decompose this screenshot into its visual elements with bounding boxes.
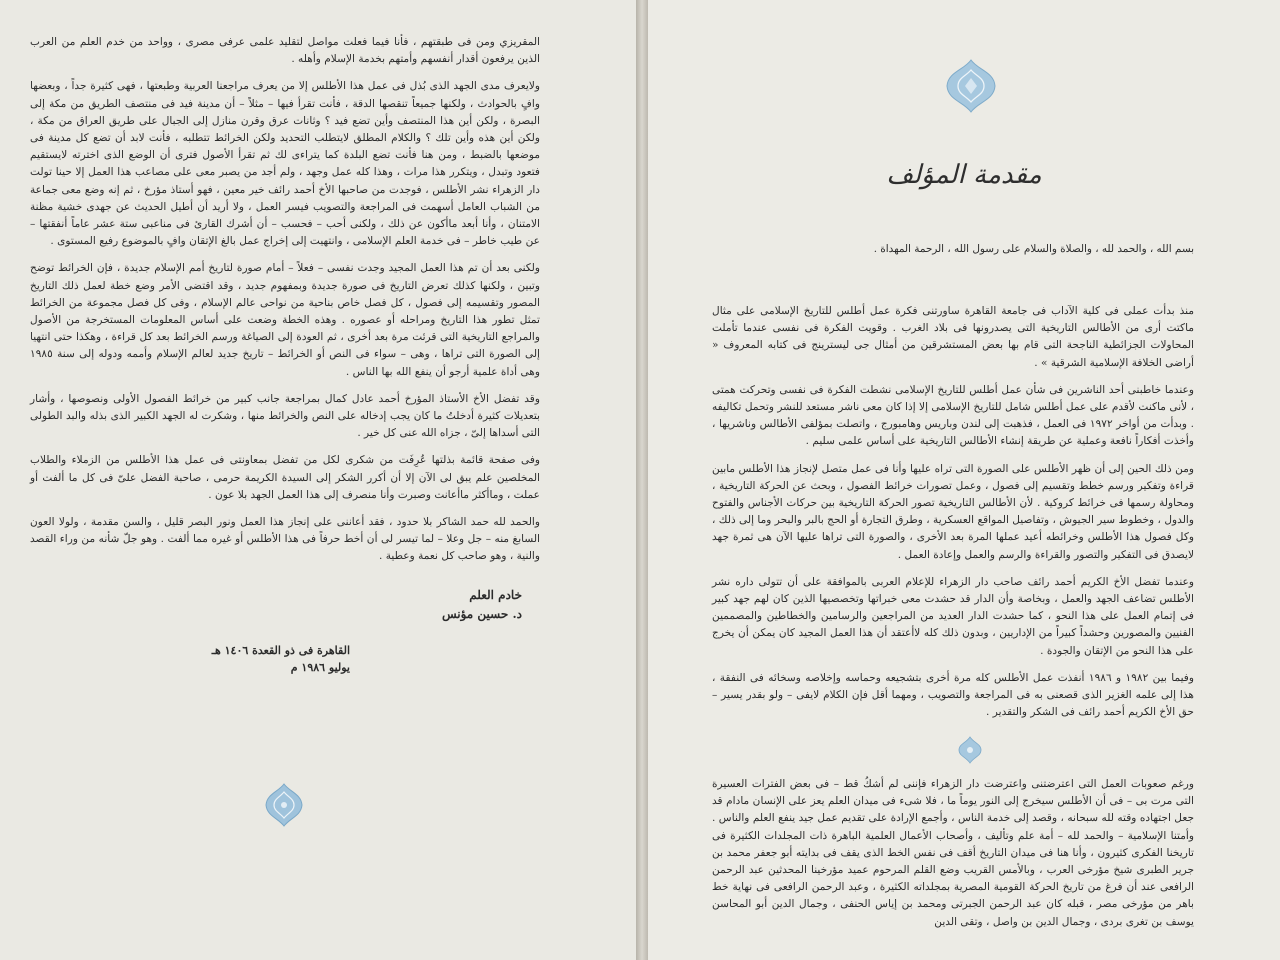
paragraph: ورغم صعوبات العمل التى اعترضتنى واعترضت دار الزهراء فإننى لم أشكُ قط – فى بعض الفترات العسيرة التى مرت بى – فى أن الأطلس سيخرج إلى النور يوماً ما ، فلا شىء فى ميدان العلم يعز على الإنسان مادام قد جعل اجتهاده وقته لله سبحانه ، وقصد إلى خدمة الناس ، وأجمع الإرادة على تقديم عمل جيد ينفع العلم والناس . وأمتنا الإسلامية – والحمد لله – أمة علم وتأليف ، وأصحاب الأعمال العلمية الباهرة ذات المجلدات الكثيرة فى تاريخنا الفكرى كثيرون ، وأنا هنا فى ميدان التاريخ أقف فى نفس الخط الذى يقف فى بدايته أبو جعفر محمد بن جرير الطبرى شيخ مؤرخى العرب ، وبالأمس القريب وضع القلم المرحوم عميد مؤرخينا المحدثين عبد الرحمن الرافعى عند أن فرغ من تاريخ الحركة القومية المصرية بمجلداته الكثيرة ، وعبد الرحمن الرافعى فى نهاية خط باهر من مؤرخى مصر ، قبله كان عبد الرحمن الجبرتى ومحمد بن إياس الحنفى ، وجمال الدين أبو المحاسن يوسف بن تغرى بردى ، وجمال الدين بن واصل ، وتقى الدين bbox=[712, 778, 1194, 928]
paragraph: منذ بدأت عملى فى كلية الآداب فى جامعة القاهرة ساورتنى فكرة عمل أطلس للتاريخ الإسلامى على مثال ماكتت أرى من الأطالس التاريخية التى يصدرونها فى بلاد الغرب . وقويت الفكرة فى نفسى عندما تأملت المحاولات الجزائطية الناجحة التى قام بها بعض المستشرقين من أمثال جى ليسترينج فى كتابه المعروف « أراضى الخلافة الإسلامية الشرقية » . bbox=[712, 305, 1194, 369]
paragraph: وقد تفضل الأخ الأستاذ المؤرخ أحمد عادل كمال بمراجعة جانب كبير من خرائط الفصول الأولى ونصوصها ، وأشار بتعديلات كثيرة أدخلتُ ما كان يجب إدخاله على النص والخرائط منها ، وشكرت له الجهد الكبير الذى بذله والبد الطولى التى أسداها إلىّ ، جزاه الله عنى كل خير . bbox=[30, 392, 540, 440]
paragraph: وفى صفحة قائمة بذلتها عُرِفَت من شكرى لكل من تفضل بمعاونتى فى عمل هذا الأطلس من الزملاء والطلاب المخلصين علم يبق لى الآن إلا أن أكرر الشكر إلى السيدة الكريمة حرمى ، صاحبة الفضل علىّ فى كل ما ألفت أو عملت ، وماأكثر ماأعانت وصبرت وأنا منصرف إلى هذا العمل الجهد بلا عون . bbox=[30, 454, 540, 501]
signature-title: خادم العلم bbox=[469, 587, 522, 602]
basmala-line: بسم الله ، والحمد لله ، والصلاة والسلام على رسول الله ، الرحمة المهداة . bbox=[873, 243, 1194, 255]
paragraph: وعندما تفضل الأخ الكريم أحمد رائف صاحب دار الزهراء للإعلام العربى بالموافقة على أن تتولى داره نشر الأطلس تضاعف الجهد والعمل ، وبخاصة وأن الدار قد حشدت معى خبراتها وتخصصيها الذين كان لهم جهد كبير فى إتمام العمل على هذا النحو ، كما حشدت الدار العديد من المراجعين والرسامين والخطاطين والمصممين الفنيين والمصورين وحشداً كبيراً من الإداريين ، وبدون ذلك كله لاأعتقد أن هذا العمل المجيد كان يمكن أن يخرج على هذا النحو من الإتقان والجودة . bbox=[712, 575, 1194, 657]
signature-block bbox=[30, 586, 522, 624]
date-line-gregorian: يوليو ١٩٨٦ م bbox=[290, 660, 350, 674]
left-page bbox=[0, 0, 636, 960]
paragraph: ولكنى بعد أن تم هذا العمل المجيد وجدت نفسى – فعلاً – أمام صورة لتاريخ أمم الإسلام جديدة ، فإن الخرائط توضح وتبين ، ولكنها كذلك تعرض التاريخ فى صورة جديدة وبمفهوم جديد ، وقد اقتضى الأمر وضع خطة لعمل ذلك التاريخ المصور وتقسيمه إلى فصول ، كل فصل خاص بناحية من نواحى عالم الإسلام ، وفى كل فصل مجموعة من الخرائط تمثل تطور هذا التاريخ ومراحله أو عصوره . وهذه الخطة وضعت على أساس المعلومات المستخرجة من الأصول والمراجع التاريخية التى قرئت مرة بعد أخرى ، ثم العودة إلى الصياغة ورسم الخرائط بعد كل قراءة ، وهكذا حتى انتهيا إلى الصورة التى تراها ، وهى – سواء فى النص أو الخرائط – تاريخ جديد لعالم الإسلام وأممه ودوله إلى سنة ١٩٨٥ وهى أداة علمية أرجو أن ينفع الله بها الناس . bbox=[30, 262, 540, 378]
paragraph: ومن ذلك الحين إلى أن ظهر الأطلس على الصورة التى تراه عليها وأنا فى عمل متصل لإنجاز هذا الأطلس مابين قراءة وتفكير ورسم خطط وتقسيم إلى فصول ، وعمل تصورات خرائط الفصول ، وبحث عن الحركة التاريخية ، ومحاولة رسمها فى خرائط كروكية . لأن الأطالس التاريخية تصور الحركة التاريخية بين حركات الأجناس والفتوح والدول ، وخطوط سير الجيوش ، وتفاصيل المواقع العسكرية ، وطرق التجارة أو الحج بالبر والبحر وما إلى ذلك ، وكل فصول هذا الأطلس وخرائطه أعيد عملها المرة بعد الأخرى ، والصورة التى تراها عليها الآن هى ثمرة جهد لايصدق فى التفكير والتصور والقراءة والرسم والعمل وإعادة العمل . bbox=[712, 462, 1194, 561]
paragraph: وعندما خاطبنى أحد الناشرين فى شأن عمل أطلس للتاريخ الإسلامى نشطت الفكرة فى نفسى وتحركت همتى ، لأنى ماكنت لأقدم على عمل أطلس شامل للتاريخ الإسلامى إلا إذا كان معى ناشر مستعد للنشر وتحمل تكاليفه . وبدأت من أواخر ١٩٧٢ فى العمل ، فذهبت إلى لندن وباريس وهامبورج ، واتصلت بمؤلفى الأطالس وناشريها ، وأخذت أفكاراً نافعة وعملية عن طريقة إنشاء الأطالس التاريخية على أساس علمى سليم . bbox=[712, 383, 1194, 448]
date-block bbox=[30, 642, 350, 676]
intro-text-bottom bbox=[712, 776, 1194, 941]
right-page bbox=[648, 0, 1280, 960]
ornament-icon bbox=[263, 782, 305, 828]
signature-name: د. حسين مؤنس bbox=[441, 606, 522, 621]
ornament-icon bbox=[944, 58, 998, 114]
intro-text-top bbox=[712, 303, 1194, 731]
ornament-icon bbox=[958, 736, 982, 764]
paragraph: وفيما بين ١٩٨٢ و ١٩٨٦ أنفذت عمل الأطلس كله مرة أخرى بتشجيعه وحماسه وإخلاصه وسخائه فى النفقة ، هذا إلى علمه الغزير الذى قصعنى به فى المراجعة والتصويب ، ومهما أقل فإن الكلام لايفى – ولو بقدر يسير – حق الأخ الكريم أحمد رائف فى الشكر والتقدير . bbox=[712, 671, 1194, 719]
paragraph: ولايعرف مدى الجهد الذى بُذل فى عمل هذا الأطلس إلا من يعرف مراجعنا العربية وطبعتها ، فهى كثيرة جداً ، وبعضها وافٍ بالحوادث ، ولكنها جميعاً تنقصها الدقة ، فأنت تقرأ فيها – مثلاً – أن مدينة فيد فى منتصف الطريق من مكة إلى البصرة ، ولكن أين هذا المنتصف وأين تضع فيد ؟ وثانات عرق وقرن منازل إلى الجبال على طريق العراق من مكة ، ولكن أين هذه وأين تلك ؟ والكلام المطلق لايتطلب التحديد ولكن الخرائط تتطلبه ، فأنت لابد أن تضع كل مدينة فى موضعها بالضبط ، ومن هنا فأنت تضع البلدة كما يتراءى لك ثم تقرأ الأصول فترى أن الوضع الذى اخترته لايستقيم فتعود وتبدل ، ويتكرر هذا مرات ، وهذا كله عمل وجهد ، ولم أجد من يصبر معى على مصاعب هذا العمل إلا حينا تولت دار الزهراء نشر الأطلس ، فوجدت من صاحبها الأخ أحمد رائف خير معين ، فهو أستاذ مؤرخ ، ثم إنه وضع معى جماعة من الشباب العامل أسهمت فى المراجعة والتصويب فيسر العمل ، ولا أريد أن أطيل الحديث عن جهدى خشية مظنة الامتنان ، وأنا أبعد ماأكون عن ذلك ، ولكنى أحب – فحسب – أن أشرك القارئ فى مناعبى ستة عشر عاماً أنفقتها – عن طيب خاطر – فى خدمة العلم الإسلامى ، وانتهيت إلى إخراج عمل بالغ الإتقان وافٍ بالموضوع رفيع المستوى . bbox=[30, 80, 540, 248]
book-gutter bbox=[636, 0, 648, 960]
page-title: مقدمة المؤلف bbox=[886, 160, 1042, 190]
paragraph: المقريزي ومن فى طبقتهم ، فأنا فيما فعلت مواصل لتقليد علمى عرفى مصرى ، وواحد من خدم العلم من العرب الذين يرفعون أقدار أنفسهم وأمتهم بخدمة الإسلام وأهله . bbox=[30, 36, 540, 66]
paragraph: والحمد لله حمد الشاكر بلا حدود ، فقد أعاننى على إنجاز هذا العمل ونور البصر قليل ، والسن مقدمة ، ولولا العون السابغ منه – جل وعلا – لما تيسر لى أن أخط حرفاً فى هذا الأطلس أو غيره مما ألفت . وهو جلّ شأنه من وراء القصد والنية ، وهو صاحب كل نعمة وعطية . bbox=[30, 516, 540, 563]
date-line-hijri: القاهرة فى ذو القعدة ١٤٠٦ هـ bbox=[211, 643, 350, 657]
